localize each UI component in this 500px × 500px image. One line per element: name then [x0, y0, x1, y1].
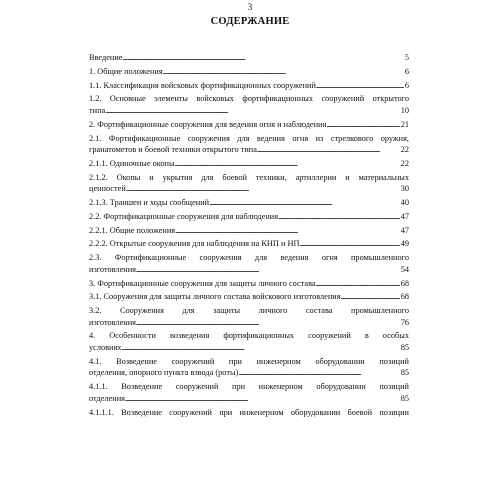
toc-entry-text: изготовления	[89, 317, 136, 327]
toc-entry-page: 85	[400, 343, 409, 353]
toc-leader-dots	[209, 197, 400, 209]
toc-leader-dots	[126, 183, 400, 195]
toc-leader-dots	[326, 119, 399, 131]
toc-entry-text: 3. Фортификационные сооружения для защиты личного состава	[89, 278, 316, 288]
toc-entry[interactable]	[89, 305, 409, 328]
toc-entry-first-line: 4.1.1. Возведение сооружений при инженерном оборудовании позиций	[89, 382, 409, 392]
toc-entry[interactable]	[89, 52, 409, 64]
toc-entry-first-line: 4.1.1.1. Возведение сооружений при инженерном оборудовании боевой позиции	[89, 407, 409, 417]
toc-entry-page: 47	[400, 225, 409, 235]
toc-leader-dots	[316, 80, 404, 92]
toc-leader-dots	[163, 66, 404, 78]
toc-entry[interactable]	[89, 119, 409, 131]
toc-entry-text: отделения	[89, 393, 125, 403]
toc-title: СОДЕРЖАНИЕ	[210, 16, 290, 27]
toc-entry-first-line: 3.2. Сооружения для защиты личного состава промышленного	[89, 306, 409, 316]
toc-entry[interactable]	[89, 133, 409, 156]
toc-entry-page: 22	[400, 145, 409, 155]
toc-entry-page: 76	[400, 317, 409, 327]
toc-entry[interactable]	[89, 66, 409, 78]
toc-entry-text: условиях	[89, 343, 122, 353]
toc-entry-text: отделения, опорного пункта взвода (роты)	[89, 368, 239, 378]
toc-entry-page: 85	[400, 368, 409, 378]
toc-entry-text: 2.2.1. Общие положения	[89, 225, 176, 235]
toc-leader-dots	[257, 144, 400, 156]
toc-entry-text: 1. Общие положения	[89, 66, 163, 76]
toc-entry-page: 21	[400, 119, 409, 129]
toc-entry-text: 2.2. Фортификационные сооружения для наблюдения	[89, 211, 279, 221]
toc-entry[interactable]	[89, 407, 409, 419]
toc-entry[interactable]	[89, 158, 409, 170]
toc-entry-text: гранатометов и боевой техники открытого типа	[89, 145, 257, 155]
page-number: 3	[247, 2, 253, 12]
toc-entry[interactable]	[89, 278, 409, 290]
toc-entry-first-line: 4. Особенности возведения фортификационных сооружений в особых	[89, 331, 409, 341]
toc-entry-first-line: 2.1.2. Окопы и укрытия для боевой техники, артиллерии и материальных	[89, 172, 409, 182]
toc-entry[interactable]	[89, 381, 409, 404]
toc-entry[interactable]	[89, 93, 409, 116]
toc-leader-dots	[341, 291, 400, 303]
toc-entry-page: 6	[404, 80, 409, 90]
toc-entry-text: 1.1. Классификация войсковых фортификационных сооружений	[89, 80, 316, 90]
toc-leader-dots	[136, 317, 400, 329]
toc-entry-text: 2.1.1. Одиночные окопы	[89, 158, 175, 168]
toc-entry-page: 47	[400, 211, 409, 221]
toc-entry[interactable]	[89, 252, 409, 275]
toc-entry-page: 54	[400, 264, 409, 274]
toc-entry[interactable]	[89, 238, 409, 250]
toc-leader-dots	[278, 211, 400, 223]
toc-leader-dots	[121, 342, 399, 354]
toc-leader-dots	[316, 278, 400, 290]
toc-leader-dots	[105, 105, 400, 117]
toc-entry-page: 68	[400, 292, 409, 302]
toc-entry-page: 30	[400, 184, 409, 194]
toc-entry-first-line: 4.1. Возведение сооружений при инженерном оборудовании позиций	[89, 356, 409, 366]
toc-entry-page: 22	[400, 158, 409, 168]
toc-entry-text: изготовления	[89, 264, 136, 274]
toc-leader-dots	[299, 238, 399, 250]
toc-entry-page: 10	[400, 105, 409, 115]
toc-entry-text: 3.1. Сооружения для защиты личного состава войскового изготовления	[89, 292, 341, 302]
toc-leader-dots	[238, 367, 399, 379]
toc-leader-dots	[125, 393, 400, 405]
table-of-contents	[89, 52, 409, 418]
toc-entry-page: 68	[400, 278, 409, 288]
toc-entry-text: 2.2.2. Открытые сооружения для наблюдения на КНП и НП	[89, 239, 300, 249]
toc-entry-page: 6	[404, 66, 409, 76]
toc-entry-text: типа	[89, 105, 106, 115]
toc-entry-first-line: 2.3. Фортификационные сооружения для ведения огня промышленного	[89, 253, 409, 263]
toc-entry-page: 85	[400, 393, 409, 403]
toc-entry-first-line: 1.2. Основные элементы войсковых фортификационных сооружений открытого	[89, 94, 409, 104]
toc-entry[interactable]	[89, 197, 409, 209]
toc-entry-text: 2.1.3. Траншеи и ходы сообщений	[89, 198, 210, 208]
toc-entry-text: Введение	[89, 53, 123, 62]
toc-entry-first-line: 2.1. Фортификационные сооружения для ведения огня из стрелкового оружия,	[89, 133, 409, 143]
toc-entry[interactable]	[89, 225, 409, 237]
toc-entry-page: 5	[404, 53, 409, 62]
toc-entry[interactable]	[89, 211, 409, 223]
toc-entry[interactable]	[89, 330, 409, 353]
toc-leader-dots	[175, 158, 400, 170]
toc-entry[interactable]	[89, 80, 409, 92]
toc-entry[interactable]	[89, 356, 409, 379]
toc-leader-dots	[136, 264, 400, 276]
toc-leader-dots	[175, 225, 400, 237]
toc-entry[interactable]	[89, 172, 409, 195]
toc-leader-dots	[122, 52, 403, 64]
toc-entry[interactable]	[89, 291, 409, 303]
toc-entry-page: 49	[400, 239, 409, 249]
toc-entry-page: 40	[400, 198, 409, 208]
toc-entry-text: ценностей	[89, 184, 126, 194]
toc-entry-text: 2. Фортификационные сооружения для ведения огня и наблюдения	[89, 119, 327, 129]
